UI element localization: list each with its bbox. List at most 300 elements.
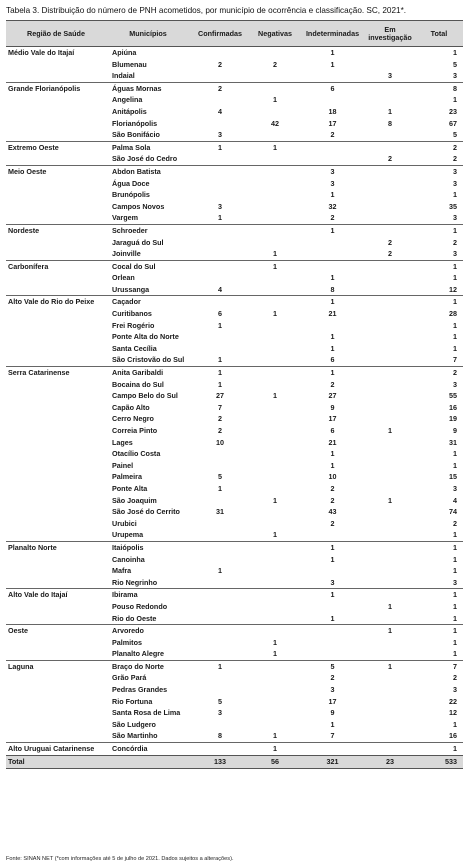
total-cell: 28 [449, 309, 457, 319]
negativas-cell: 1 [273, 495, 277, 505]
em-investigacao-cell [365, 460, 415, 472]
negativas-cell [250, 354, 300, 366]
negativas-cell [250, 224, 300, 236]
confirmadas-cell [190, 260, 250, 272]
region-empty-cell [6, 577, 106, 589]
region-name: Médio Vale do Itajaí [8, 48, 75, 57]
region-empty-cell [6, 696, 106, 708]
municipio-cell: Rio Fortuna [112, 696, 153, 706]
em-investigacao-cell [365, 165, 415, 177]
em-investigacao-cell [365, 529, 415, 541]
em-investigacao-cell [365, 201, 415, 213]
indeterminadas-cell: 7 [330, 731, 335, 741]
table-row [6, 613, 463, 625]
em-investigacao-cell: 1 [365, 625, 415, 637]
total-cell: 74 [449, 507, 457, 517]
municipio-cell: Vargem [112, 213, 138, 223]
em-investigacao-cell [365, 684, 415, 696]
table-row [6, 437, 463, 449]
total-cell: 1 [453, 719, 457, 729]
confirmadas-cell [190, 178, 250, 190]
municipio-cell: Angelina [112, 95, 143, 105]
municipio-cell: Blumenau [112, 59, 147, 69]
table-row [6, 425, 463, 437]
region-empty-cell [6, 601, 106, 613]
region-empty-cell [6, 471, 106, 483]
negativas-cell: 1 [273, 649, 277, 659]
total-cell: 2 [453, 154, 457, 164]
table-row [6, 118, 463, 130]
indeterminadas-cell: 2 [330, 213, 335, 223]
municipio-cell: Urubici [112, 518, 137, 528]
municipio-cell: Mafra [112, 566, 132, 576]
indeterminadas-cell: 5 [300, 660, 365, 672]
negativas-cell [250, 106, 300, 118]
table-row [6, 743, 463, 756]
indeterminadas-cell: 3 [330, 685, 335, 695]
table-row [6, 178, 463, 190]
total-cell: 3 [453, 249, 457, 259]
em-investigacao-cell [365, 320, 415, 332]
municipio-cell: Urupema [112, 530, 144, 540]
region-name: Extremo Oeste [6, 141, 106, 153]
confirmadas-cell: 3 [218, 708, 222, 718]
table-row [6, 672, 463, 684]
municipio-cell: Frei Rogério [112, 320, 155, 330]
table-row [6, 296, 463, 308]
em-investigacao-cell [365, 82, 415, 94]
table-header-row [6, 21, 463, 47]
total-cell: 1 [415, 589, 463, 601]
em-investigacao-cell [365, 379, 415, 391]
table-row [6, 308, 463, 320]
total-cell: 55 [449, 391, 457, 401]
total-cell: 15 [449, 472, 457, 482]
total-cell: 1 [453, 637, 457, 647]
indeterminadas-cell: 8 [330, 284, 335, 294]
negativas-cell [250, 483, 300, 495]
region-empty-cell [6, 248, 106, 260]
table-row [6, 106, 463, 118]
em-investigacao-cell [365, 518, 415, 530]
confirmadas-cell [190, 118, 250, 130]
header-negativas: Negativas [250, 21, 300, 47]
indeterminadas-cell [300, 529, 365, 541]
region-empty-cell [6, 529, 106, 541]
confirmadas-cell: 1 [218, 379, 222, 389]
region-name: Meio Oeste [6, 165, 106, 177]
negativas-cell [250, 284, 300, 296]
negativas-cell [250, 660, 300, 672]
table-row [6, 637, 463, 649]
em-investigacao-cell [365, 730, 415, 742]
municipio-cell: Apiúna [112, 48, 137, 57]
indeterminadas-cell: 18 [328, 106, 337, 116]
em-investigacao-cell [365, 707, 415, 719]
municipio-cell: Anitápolis [112, 106, 147, 116]
header-em-investigacao: Em investigação [365, 21, 415, 47]
em-investigacao-cell [365, 402, 415, 414]
region-name: Carbonífera [6, 260, 106, 272]
confirmadas-cell [190, 613, 250, 625]
negativas-cell [250, 707, 300, 719]
total-cell: 1 [453, 190, 457, 200]
table-row [6, 707, 463, 719]
total-cell: 1 [453, 460, 457, 470]
total-cell: 1 [453, 273, 457, 283]
indeterminadas-cell: 2 [330, 518, 335, 528]
negativas-cell [250, 541, 300, 553]
total-cell: 1 [453, 601, 457, 611]
region-name: Nordeste [6, 224, 106, 236]
totals-confirmadas: 133 [190, 755, 250, 768]
confirmadas-cell: 31 [216, 507, 224, 517]
confirmadas-cell [190, 625, 250, 637]
indeterminadas-cell: 3 [300, 165, 365, 177]
table-row [6, 129, 463, 141]
total-cell: 5 [453, 130, 457, 140]
total-cell: 7 [415, 660, 463, 672]
table-row [6, 390, 463, 402]
municipio-cell: São Joaquim [112, 495, 157, 505]
negativas-cell: 1 [273, 249, 277, 259]
table-row [6, 320, 463, 332]
indeterminadas-cell: 1 [330, 613, 335, 623]
region-empty-cell [6, 565, 106, 577]
negativas-cell: 1 [250, 260, 300, 272]
indeterminadas-cell: 32 [328, 201, 337, 211]
municipio-cell: Cocal do Sul [106, 260, 190, 272]
em-investigacao-cell [365, 367, 415, 379]
header-confirmadas: Confirmadas [190, 21, 250, 47]
municipio-cell: Florianópolis [112, 118, 158, 128]
em-investigacao-cell [365, 272, 415, 284]
negativas-cell [250, 70, 300, 82]
region-empty-cell [6, 70, 106, 82]
em-investigacao-cell [365, 308, 415, 320]
confirmadas-cell: 1 [218, 213, 222, 223]
em-investigacao-cell: 2 [388, 249, 392, 259]
table-row [6, 47, 463, 59]
em-investigacao-cell [365, 577, 415, 589]
region-empty-cell [6, 460, 106, 472]
confirmadas-cell [190, 601, 250, 613]
indeterminadas-cell: 1 [330, 59, 335, 69]
indeterminadas-cell: 6 [300, 82, 365, 94]
table-row [6, 518, 463, 530]
region-empty-cell [6, 237, 106, 249]
table-row [6, 237, 463, 249]
total-cell: 1 [453, 95, 457, 105]
confirmadas-cell: 4 [218, 106, 222, 116]
totals-indeterminadas: 321 [300, 755, 365, 768]
municipio-cell: Capão Alto [112, 402, 150, 412]
indeterminadas-cell: 9 [330, 708, 335, 718]
confirmadas-cell [190, 331, 250, 343]
municipio-cell: Otacílio Costa [112, 449, 161, 459]
negativas-cell [250, 272, 300, 284]
municipio-cell: Jaraguá do Sul [112, 237, 164, 247]
confirmadas-cell: 1 [190, 141, 250, 153]
indeterminadas-cell: 1 [300, 367, 365, 379]
indeterminadas-cell: 10 [328, 472, 337, 482]
negativas-cell: 1 [273, 309, 277, 319]
region-empty-cell [6, 178, 106, 190]
municipio-cell: Arvoredo [106, 625, 190, 637]
table-row [6, 648, 463, 660]
em-investigacao-cell: 3 [388, 71, 392, 81]
region-empty-cell [6, 106, 106, 118]
indeterminadas-cell: 1 [330, 343, 335, 353]
indeterminadas-cell: 17 [328, 414, 337, 424]
em-investigacao-cell: 1 [388, 601, 392, 611]
em-investigacao-cell [365, 296, 415, 308]
table-row [6, 354, 463, 366]
em-investigacao-cell [365, 224, 415, 236]
em-investigacao-cell [365, 260, 415, 272]
indeterminadas-cell: 1 [300, 224, 365, 236]
header-municipios: Municípios [106, 21, 190, 47]
region-empty-cell [6, 448, 106, 460]
negativas-cell [250, 425, 300, 437]
negativas-cell [250, 320, 300, 332]
confirmadas-cell [190, 495, 250, 507]
total-cell: 1 [453, 566, 457, 576]
municipio-cell: Planalto Alegre [112, 649, 165, 659]
municipio-cell: Grão Pará [112, 673, 147, 683]
totals-empty-cell [106, 755, 190, 768]
table-row [6, 495, 463, 507]
total-cell: 2 [453, 673, 457, 683]
em-investigacao-cell [365, 554, 415, 566]
table-row [6, 684, 463, 696]
em-investigacao-cell [365, 343, 415, 355]
header-regiao: Região de Saúde [6, 21, 106, 47]
indeterminadas-cell: 2 [330, 379, 335, 389]
region-empty-cell [6, 730, 106, 742]
confirmadas-cell [190, 94, 250, 106]
region-empty-cell [6, 320, 106, 332]
total-cell: 7 [453, 355, 457, 365]
negativas-cell [250, 471, 300, 483]
confirmadas-cell [190, 529, 250, 541]
region-empty-cell [6, 719, 106, 731]
region-empty-cell [6, 637, 106, 649]
negativas-cell [250, 165, 300, 177]
em-investigacao-cell [365, 565, 415, 577]
total-cell: 3 [415, 165, 463, 177]
confirmadas-cell [190, 448, 250, 460]
totals-total: 533 [415, 755, 463, 768]
confirmadas-cell: 1 [218, 483, 222, 493]
indeterminadas-cell: 3 [330, 577, 335, 587]
table-row [6, 189, 463, 201]
table-row [6, 224, 463, 236]
table-row [6, 577, 463, 589]
municipio-cell: Pouso Redondo [112, 601, 168, 611]
negativas-cell [250, 684, 300, 696]
municipio-cell: Palmeira [112, 472, 142, 482]
municipio-cell: Lages [112, 437, 133, 447]
em-investigacao-cell [365, 390, 415, 402]
municipio-cell: Rio Negrinho [112, 577, 158, 587]
em-investigacao-cell [365, 94, 415, 106]
municipio-cell: São José do Cerrito [112, 507, 180, 517]
municipio-cell: São Martinho [112, 731, 158, 741]
confirmadas-cell [190, 589, 250, 601]
region-empty-cell [6, 354, 106, 366]
table-row [6, 601, 463, 613]
em-investigacao-cell: 1 [388, 106, 392, 116]
table-row [6, 248, 463, 260]
negativas-cell [250, 47, 300, 59]
municipio-cell: Orlean [112, 273, 135, 283]
table-row [6, 696, 463, 708]
indeterminadas-cell: 2 [330, 130, 335, 140]
negativas-cell [250, 437, 300, 449]
indeterminadas-cell [300, 260, 365, 272]
negativas-cell [250, 565, 300, 577]
table-row [6, 460, 463, 472]
negativas-cell [250, 589, 300, 601]
table-row [6, 212, 463, 224]
municipio-cell: São Cristovão do Sul [112, 355, 185, 365]
em-investigacao-cell [365, 613, 415, 625]
confirmadas-cell: 2 [190, 82, 250, 94]
municipio-cell: Ponte Alta [112, 483, 148, 493]
total-cell: 3 [453, 178, 457, 188]
total-cell: 1 [453, 649, 457, 659]
total-cell: 1 [453, 554, 457, 564]
municipio-cell: São Ludgero [112, 719, 156, 729]
negativas-cell: 1 [273, 391, 277, 401]
negativas-cell [250, 672, 300, 684]
negativas-cell [250, 554, 300, 566]
municipio-cell: Ibirama [106, 589, 190, 601]
region-empty-cell [6, 483, 106, 495]
municipio-cell: Santa Cecília [112, 343, 157, 353]
municipio-cell: Schroeder [106, 224, 190, 236]
total-cell: 16 [449, 402, 457, 412]
confirmadas-cell [190, 224, 250, 236]
negativas-cell [250, 82, 300, 94]
region-name: Serra Catarinense [6, 367, 106, 379]
total-cell: 1 [415, 296, 463, 308]
indeterminadas-cell: 1 [300, 541, 365, 553]
indeterminadas-cell: 17 [328, 118, 337, 128]
indeterminadas-cell: 6 [330, 426, 335, 435]
confirmadas-cell [190, 296, 250, 308]
municipio-cell: Palma Sola [106, 141, 190, 153]
totals-negativas: 56 [250, 755, 300, 768]
em-investigacao-cell [365, 212, 415, 224]
region-name: Laguna [6, 660, 106, 672]
table-row [6, 565, 463, 577]
header-indeterminadas: Indeterminadas [300, 21, 365, 47]
confirmadas-cell: 2 [218, 59, 222, 69]
table-row [6, 589, 463, 601]
em-investigacao-cell [365, 448, 415, 460]
municipio-cell: Águas Mornas [106, 82, 190, 94]
em-investigacao-cell: 8 [388, 118, 392, 128]
total-cell: 2 [453, 518, 457, 528]
indeterminadas-cell: 1 [330, 332, 335, 342]
municipio-cell: São José do Cedro [112, 154, 178, 164]
total-cell: 1 [453, 530, 457, 540]
table-row [6, 402, 463, 414]
indeterminadas-cell: 6 [330, 355, 335, 365]
municipio-cell: Pedras Grandes [112, 685, 168, 695]
total-cell: 5 [453, 59, 457, 69]
municipio-cell: Palmitos [112, 637, 142, 647]
em-investigacao-cell [365, 672, 415, 684]
table-row [6, 272, 463, 284]
confirmadas-cell [190, 541, 250, 553]
total-cell: 31 [449, 437, 457, 447]
negativas-cell [250, 237, 300, 249]
region-empty-cell [6, 129, 106, 141]
confirmadas-cell [190, 272, 250, 284]
indeterminadas-cell: 9 [330, 402, 335, 412]
table-row [6, 529, 463, 541]
em-investigacao-cell: 1 [388, 426, 392, 435]
indeterminadas-cell [300, 565, 365, 577]
table-row [6, 153, 463, 165]
confirmadas-cell [190, 554, 250, 566]
confirmadas-cell [190, 719, 250, 731]
indeterminadas-cell [300, 601, 365, 613]
indeterminadas-cell: 2 [330, 483, 335, 493]
total-cell: 3 [453, 577, 457, 587]
region-empty-cell [6, 390, 106, 402]
em-investigacao-cell [365, 354, 415, 366]
table-row [6, 201, 463, 213]
table-row [6, 471, 463, 483]
confirmadas-cell [190, 684, 250, 696]
table-row [6, 413, 463, 425]
negativas-cell [250, 153, 300, 165]
total-cell: 16 [449, 731, 457, 741]
indeterminadas-cell: 17 [328, 696, 337, 706]
indeterminadas-cell: 21 [328, 437, 337, 447]
indeterminadas-cell: 1 [300, 296, 365, 308]
total-cell: 9 [453, 426, 457, 435]
indeterminadas-cell: 1 [330, 48, 335, 57]
municipio-cell: Indaial [112, 71, 135, 81]
municipio-cell: Abdon Batista [106, 165, 190, 177]
table-row [6, 331, 463, 343]
confirmadas-cell [190, 343, 250, 355]
indeterminadas-cell [300, 743, 365, 756]
region-empty-cell [6, 189, 106, 201]
negativas-cell [250, 601, 300, 613]
em-investigacao-cell [365, 696, 415, 708]
indeterminadas-cell [300, 153, 365, 165]
em-investigacao-cell: 1 [388, 495, 392, 505]
em-investigacao-cell [365, 413, 415, 425]
negativas-cell: 1 [273, 731, 277, 741]
region-empty-cell [6, 201, 106, 213]
negativas-cell: 1 [273, 530, 277, 540]
municipio-cell: Rio do Oeste [112, 613, 157, 623]
em-investigacao-cell [365, 719, 415, 731]
confirmadas-cell [190, 70, 250, 82]
total-cell: 23 [449, 106, 457, 116]
confirmadas-cell [190, 248, 250, 260]
indeterminadas-cell: 27 [328, 391, 337, 401]
indeterminadas-cell [300, 637, 365, 649]
region-empty-cell [6, 554, 106, 566]
